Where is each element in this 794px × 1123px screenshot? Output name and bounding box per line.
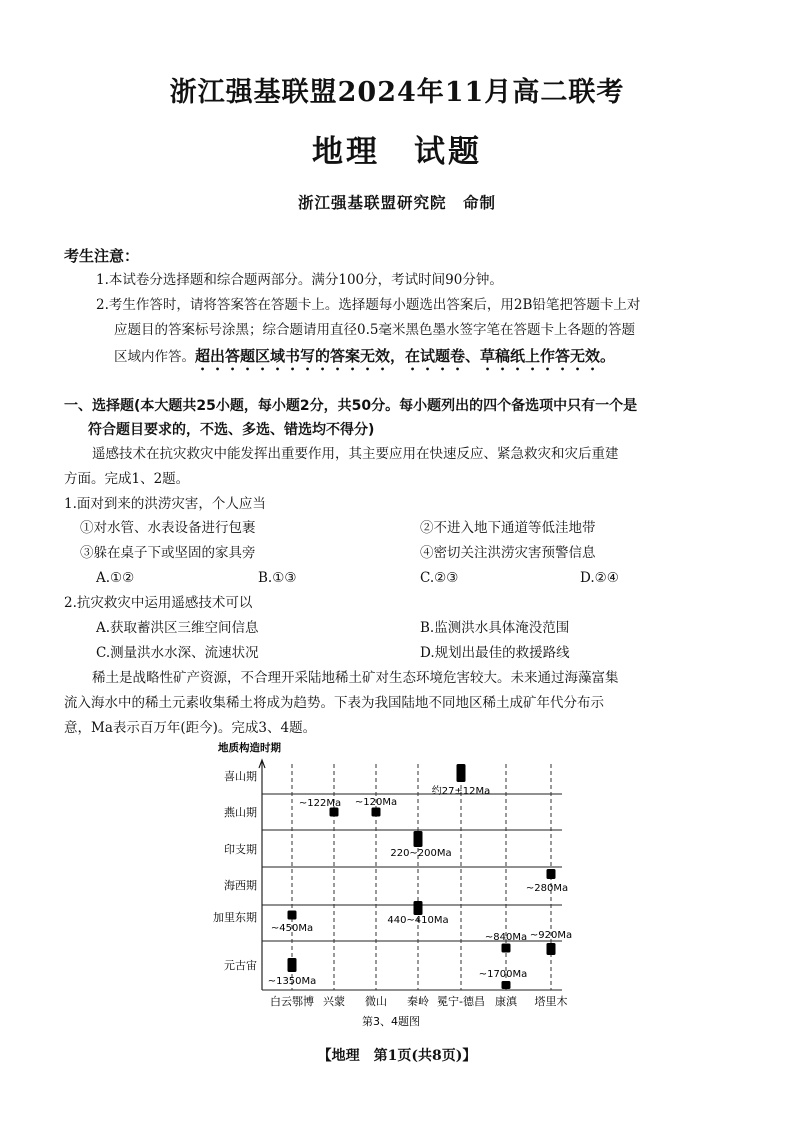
y-axis-title: 地质构造时期: [218, 742, 281, 754]
exam-title: 浙江强基联盟2024年11月高二联考: [169, 77, 625, 108]
data-point-marker: [547, 869, 556, 879]
region-tick-label: 塔里木: [534, 995, 568, 1008]
section-heading-line-1: 一、选择题(本大题共25小题，每小题2分，共50分。每小题列出的四个备选项中只有一个是: [64, 398, 638, 414]
period-tick-label: 印支期: [224, 843, 257, 856]
q1-statement-3: ③躲在桌子下或坚固的家具旁: [80, 545, 256, 561]
author-line: 浙江强基联盟研究院 命制: [297, 194, 496, 212]
data-point-label: ~280Ma: [525, 883, 569, 894]
subject-title: 地理 试题: [312, 134, 482, 170]
data-point-label: ~450Ma: [270, 923, 314, 934]
q1-option-d: D.②④: [580, 570, 619, 586]
notice-item-2-line-2: 应题目的答案标号涂黑；综合题请用直径0.5毫米黑色墨水签字笔在答题卡上各题的答题: [114, 322, 635, 338]
notice-item-2-line-1: 2.考生作答时，请将答案答在答题卡上。选择题每小题选出答案后，用2B铅笔把答题卡上对: [96, 297, 641, 313]
q1-statement-4: ④密切关注洪涝灾害预警信息: [420, 545, 596, 561]
q1-option-a: A.①②: [96, 570, 135, 586]
notice-item-1: 1.本试卷分选择题和综合题两部分。满分100分，考试时间90分钟。: [96, 272, 503, 288]
data-point-marker: [372, 808, 381, 817]
region-tick-label: 秦岭: [407, 995, 429, 1008]
data-point-label: ~1700Ma: [478, 969, 528, 980]
data-point-label: ~1350Ma: [267, 976, 317, 987]
q2-stem: 2.抗灾救灾中运用遥感技术可以: [64, 595, 253, 611]
region-tick-label: 微山: [365, 995, 387, 1008]
intro-2-line-1: 稀土是战略性矿产资源，不合理开采陆地稀土矿对生态环境危害较大。未来通过海藻富集: [92, 670, 619, 686]
q1-statement-2: ②不进入地下通道等低洼地带: [420, 520, 596, 536]
data-point-marker: [457, 764, 466, 782]
period-tick-label: 海西期: [224, 879, 257, 892]
data-point-label: ~840Ma: [484, 932, 528, 943]
period-tick-label: 加里东期: [213, 911, 257, 924]
notice-plain-text: 区域内作答。: [114, 349, 195, 365]
data-point-marker: [502, 981, 511, 989]
region-tick-label: 康滇: [495, 995, 517, 1008]
data-point-marker: [547, 943, 556, 955]
data-point-label: ~120Ma: [354, 797, 398, 808]
notice-heading: 考生注意：: [64, 247, 140, 265]
data-point-label: ~122Ma: [298, 798, 342, 809]
chart-caption: 第3、4题图: [362, 1015, 420, 1028]
intro-1-line-2: 方面。完成1、2题。: [64, 471, 190, 487]
q1-option-b: B.①③: [258, 570, 297, 586]
data-point-label: 约27±12Ma: [431, 786, 491, 797]
data-point-marker: [414, 901, 423, 915]
region-tick-label: 冕宁-德昌: [437, 995, 485, 1008]
q2-option-d: D.规划出最佳的救援路线: [420, 645, 570, 661]
q2-option-a: A.获取蓄洪区三维空间信息: [96, 620, 259, 636]
intro-1-line-1: 遥感技术在抗灾救灾中能发挥出重要作用，其主要应用在快速反应、紧急救灾和灾后重建: [92, 446, 619, 462]
period-tick-label: 喜山期: [224, 770, 257, 783]
region-tick-label: 白云鄂博: [270, 995, 314, 1008]
notice-emphasis: 超出答题区域书写的答案无效，在试题卷、草稿纸上作答无效。: [195, 347, 616, 365]
section-heading-line-2: 符合题目要求的，不选、多选、错选均不得分): [88, 422, 375, 438]
q1-statement-1: ①对水管、水表设备进行包裹: [80, 520, 256, 536]
period-tick-label: 燕山期: [224, 806, 257, 819]
q1-stem: 1.面对到来的洪涝灾害，个人应当: [64, 496, 266, 512]
data-point-marker: [288, 958, 297, 972]
intro-2-line-3: 意，Ma表示百万年(距今)。完成3、4题。: [64, 720, 317, 736]
q2-option-b: B.监测洪水具体淹没范围: [420, 620, 570, 636]
q2-option-c: C.测量洪水水深、流速状况: [96, 645, 259, 661]
data-point-label: 440~410Ma: [387, 915, 449, 926]
period-tick-label: 元古宙: [224, 959, 257, 972]
intro-2-line-2: 流入海水中的稀土元素收集稀土将成为趋势。下表为我国陆地不同地区稀土成矿年代分布示: [64, 695, 604, 711]
data-point-label: ~920Ma: [529, 930, 573, 941]
data-point-marker: [502, 944, 511, 953]
page-footer: 【地理 第1页(共8页)】: [317, 1048, 477, 1064]
q1-option-c: C.②③: [420, 570, 459, 586]
data-point-marker: [414, 831, 423, 847]
data-point-marker: [288, 911, 297, 920]
region-tick-label: 兴蒙: [323, 995, 345, 1008]
data-point-label: 220~200Ma: [390, 848, 452, 859]
